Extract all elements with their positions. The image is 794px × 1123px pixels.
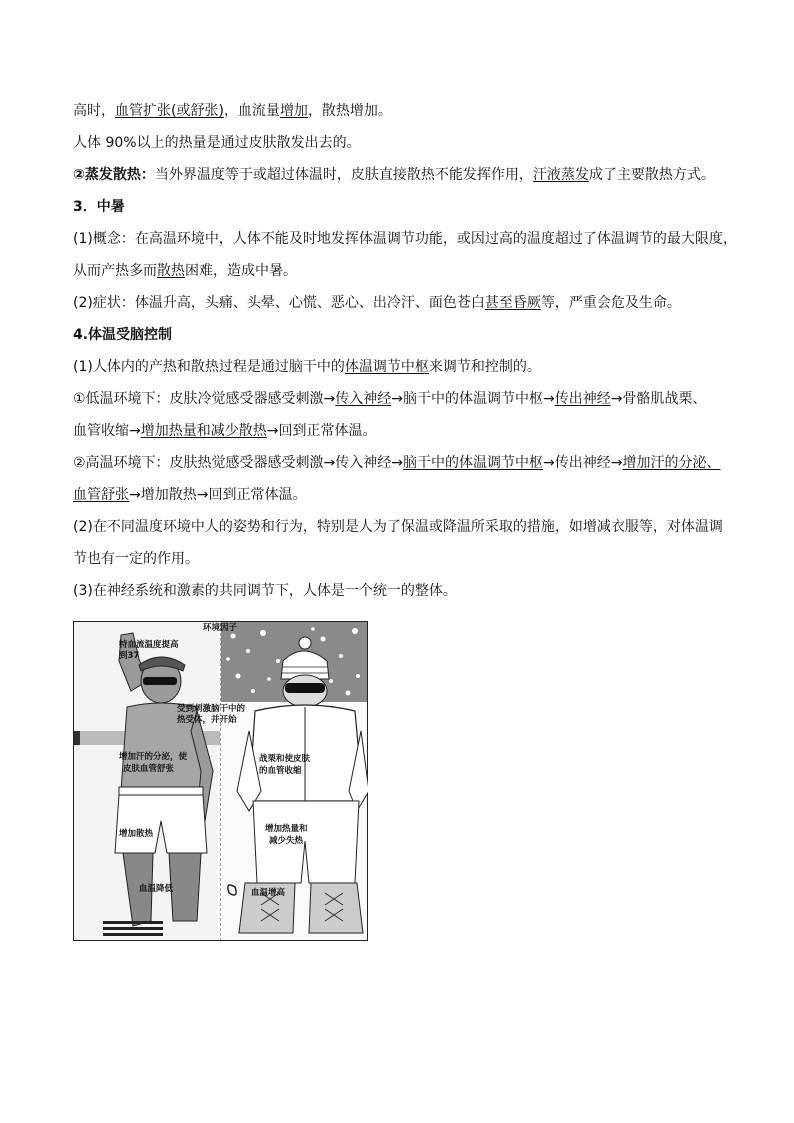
text-line-12 (73, 453, 720, 473)
text-fragment: 血管收缩→ (73, 423, 141, 439)
section-title: 3．中暑 (73, 199, 125, 215)
right-boot (309, 883, 363, 933)
label-cold-3: 增加热量和 (265, 824, 308, 834)
underlined-answer: 增加 (279, 103, 308, 119)
text-fragment: →传出神经→ (543, 455, 623, 471)
text-line-16 (73, 581, 457, 601)
hot-person-right-leg (169, 853, 201, 921)
underlined-answer: 脑干中的体温调节中枢 (403, 455, 544, 471)
label-blood-rise-2: 到37 (119, 651, 140, 661)
label-cold-2: 的血管收缩 (259, 766, 302, 776)
text-line-14 (73, 517, 723, 537)
text-fragment: ，散热增加。 (307, 103, 392, 119)
text-fragment: 高时， (73, 103, 115, 119)
text-fragment: (3)在神经系统和激素的共同调节下，人体是一个统一的整体。 (73, 583, 457, 599)
text-fragment: 节也有一定的作用。 (73, 551, 199, 567)
underlined-answer: 甚至昏厥 (484, 295, 541, 311)
text-fragment: (1)概念：在高温环境中，人体不能及时地发挥体温调节功能，或因过高的温度超过了体温调节的最大限度， (73, 231, 737, 247)
text-line-5 (73, 229, 737, 249)
text-fragment: ①低温环境下：皮肤冷觉感受器感受刺激→ (73, 391, 336, 407)
underlined-answer: 体温调节中枢 (344, 359, 429, 375)
label-cold-4: 减少失热 (269, 836, 304, 846)
text-line-9 (73, 357, 541, 377)
text-fragment: 来调节和控制的。 (428, 359, 541, 375)
text-line-15 (73, 549, 199, 569)
waistband (119, 787, 203, 795)
label-brain-2: 热受体，并开始 (177, 715, 237, 725)
underlined-answer: 血管扩张(或舒张) (115, 103, 224, 119)
text-line-10 (73, 389, 706, 409)
underlined-answer: 增加汗的分泌、 (622, 455, 721, 471)
section-title: 4.体温受脑控制 (73, 327, 173, 343)
text-fragment: (2)在不同温度环境中人的姿势和行为，特别是人为了保温或降温所采取的措施，如增减衣服等，对体温调 (73, 519, 723, 535)
label-hot-4: 血温降低 (139, 884, 174, 894)
underlined-answer: 散热 (157, 263, 185, 279)
text-fragment: →增加散热→回到正常体温。 (129, 487, 307, 503)
winter-jacket (249, 705, 363, 801)
text-line-1 (73, 101, 392, 121)
sunglasses-icon (143, 677, 177, 685)
text-fragment: 困难，造成中暑。 (185, 263, 297, 279)
text-fragment: 人体 90%以上的热量是通过皮肤散发出去的。 (73, 135, 361, 151)
underlined-answer: 传出神经 (554, 391, 611, 407)
thermoregulation-figure (73, 621, 368, 941)
label-brain-1: 受到刺激脑干中的 (177, 704, 246, 714)
label-hot-1: 增加汗的分泌，使 (119, 752, 188, 762)
underlined-answer: 血管舒张 (73, 487, 129, 503)
hat-pompom (299, 637, 311, 649)
label-blood-rise-1: 特血流温度提高 (119, 640, 179, 650)
text-fragment: (2)症状：体温升高，头痛、头晕、心慌、恶心、出冷汗、面色苍白 (73, 295, 485, 311)
figure-title: 环境因子 (202, 623, 238, 633)
text-fragment: 等，严重会危及生命。 (540, 295, 681, 311)
label-cold-1: 战栗和使皮肤 (259, 754, 311, 764)
text-fragment: →骨骼肌战栗、 (610, 391, 707, 407)
text-fragment: 从而产热多而 (73, 263, 157, 279)
text-line-6 (73, 261, 297, 281)
text-line-7 (73, 293, 681, 313)
underlined-answer: 汗液蒸发 (532, 167, 589, 183)
text-fragment: ②高温环境下：皮肤热觉感受器感受刺激→传入神经→ (73, 455, 404, 471)
text-line-13 (73, 485, 306, 505)
label-hot-3: 增加散热 (119, 829, 154, 839)
striped-ground (103, 921, 163, 936)
label-cold-5: 血温增高 (251, 888, 286, 898)
text-fragment: 当外界温度等于或超过体温时，皮肤直接散热不能发挥作用， (154, 167, 533, 183)
section-heading-3 (73, 197, 125, 217)
text-fragment: ，血流量 (223, 103, 280, 119)
hot-ground-mark (74, 731, 80, 745)
text-fragment: →脑干中的体温调节中枢→ (391, 391, 555, 407)
underlined-answer: 传入神经 (335, 391, 392, 407)
text-line-11 (73, 421, 376, 441)
text-fragment: →回到正常体温。 (266, 423, 377, 439)
text-line-2 (73, 133, 361, 153)
label-hot-2: 皮肤血管舒张 (123, 764, 175, 774)
text-line-3 (73, 165, 715, 185)
text-fragment: 成了主要散热方式。 (588, 167, 715, 183)
text-fragment: (1)人体内的产热和散热过程是通过脑干中的 (73, 359, 345, 375)
bold-heading: ②蒸发散热： (73, 167, 155, 183)
underlined-answer: 增加热量和减少散热 (140, 423, 267, 439)
section-heading-4 (73, 325, 172, 345)
ski-goggles-icon (285, 683, 325, 693)
